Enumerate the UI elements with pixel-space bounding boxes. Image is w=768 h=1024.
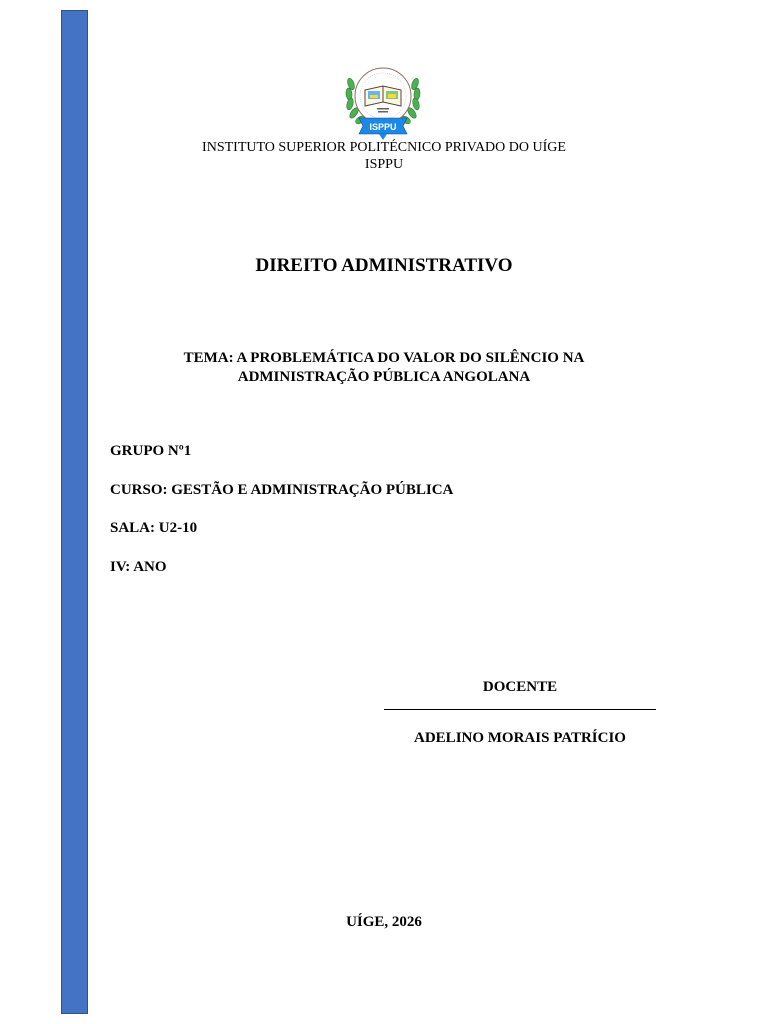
teacher-name: ADELINO MORAIS PATRÍCIO [414,730,626,746]
course-title: DIREITO ADMINISTRATIVO [255,255,513,276]
group-number: GRUPO Nº1 [110,443,192,459]
topic-block [150,349,618,387]
teacher-label: DOCENTE [482,679,558,695]
topic-line-1: TEMA: A PROBLEMÁTICA DO VALOR DO SILÊNCIO NA [183,350,585,366]
room-number: SALA: U2-10 [110,520,198,536]
institute-acronym: ISPPU [364,157,404,172]
topic-line-2: ADMINISTRAÇÃO PÚBLICA ANGOLANA [237,369,531,385]
signature-line [384,709,656,710]
place-and-date: UÍGE, 2026 [346,914,422,930]
logo-acronym-text: ISPPU [369,122,397,132]
academic-year: IV: ANO [110,559,167,575]
course-name: CURSO: GESTÃO E ADMINISTRAÇÃO PÚBLICA [110,482,454,498]
institute-name: INSTITUTO SUPERIOR POLITÉCNICO PRIVADO DO UÍGE [202,140,566,155]
institute-logo [343,62,423,142]
